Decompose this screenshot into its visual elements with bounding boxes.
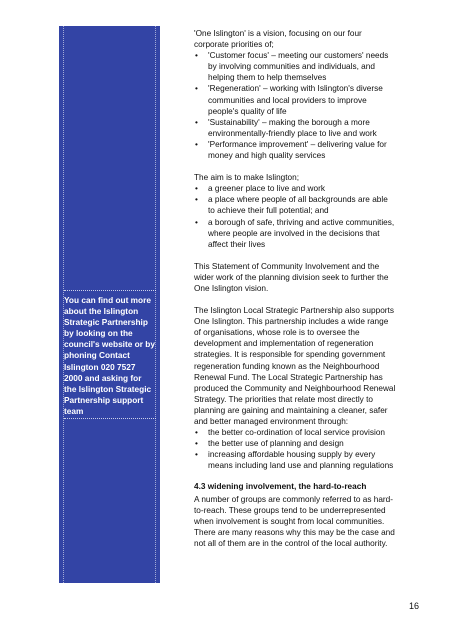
section-line: A number of groups are commonly referred to as hard- [194,494,394,504]
bullet-icon: • [195,117,198,127]
lsp-paragraph [194,305,424,427]
lsp-bullet-item [194,449,424,471]
aim-item-line: a borough of safe, thriving and active communities, [208,217,395,227]
lsp-line: of organisations, whose role is to oversee the [194,328,360,338]
section-paragraph [194,494,424,549]
intro-line: corporate priorities of; [194,40,274,50]
section-line: to-reach. These groups tend to be underrepresented [194,505,386,515]
bullet-icon: • [195,51,198,61]
priority-item-line: 'Performance improvement' – delivering value for [208,139,387,149]
aim-item-line: where people are involved in the decisions that [208,228,380,238]
priority-item-line: money and high quality services [208,151,326,161]
lsp-line: and better managed environment through: [194,417,349,426]
bullet-icon: • [195,450,198,460]
page-number: 16 [409,601,420,611]
lsp-line: development and implementation of regeneration [194,339,374,349]
bullet-icon: • [195,439,198,449]
lsp-line: The Islington Local Strategic Partnership also supports [194,306,394,316]
priority-item-line: 'Regeneration' – working with Islington's diverse [208,84,383,94]
lsp-line: produced the Community and Neighbourhood Renewal [194,383,396,393]
bullet-icon: • [195,195,198,205]
priority-item-line: environmentally-friendly place to live and work [208,128,377,138]
statement-line: This Statement of Community Involvement and the [194,261,380,271]
sidebar-note-line: Strategic Partnership [64,317,148,328]
aim-item [194,217,424,250]
aim-intro [194,172,424,183]
priority-item-line: helping them to help themselves [208,73,327,83]
priority-item [194,139,424,161]
lsp-bullet-item-line: increasing affordable housing supply by every [208,450,376,460]
priority-item-line: people's quality of life [208,106,287,116]
aim-item [194,194,424,216]
section-line: not all of them are in the control of the local authority. [194,538,388,548]
priority-item [194,117,424,139]
statement-line: wider work of the planning division seek to further the [194,272,389,282]
priority-item-line: by involving communities and individuals, and [208,62,375,72]
sidebar-divider-top [64,290,156,291]
aim-item [194,183,424,194]
bullet-icon: • [195,84,198,94]
bullet-icon: • [195,428,198,438]
bullet-icon: • [195,139,198,149]
sidebar-note-line: phoning Contact [64,350,130,361]
section-heading: 4.3 widening involvement, the hard-to-reach [194,482,367,492]
sidebar-note-line: Partnership support [64,394,144,405]
intro-line: 'One Islington' is a vision, focusing on our four [194,29,362,38]
sidebar-note-line: team [64,405,84,416]
priority-item-line: 'Customer focus' – meeting our customers' needs [208,51,389,61]
lsp-line: strategies. It is responsible for spending government [194,350,386,360]
lsp-line: planning are gaining and maintaining a cleaner, safer [194,405,388,415]
lsp-bullet-item [194,427,424,438]
sidebar-note-line: council's website or by [64,339,155,350]
priority-item-line: communities and local providers to improve [208,95,367,105]
lsp-bullet-item-line: the better co-ordination of local service provision [208,428,386,438]
intro-paragraph [194,28,424,50]
statement-paragraph [194,261,424,294]
lsp-line: Renewal Fund. The Local Strategic Partnership has [194,372,383,382]
sidebar-note-line: the Islington Strategic [64,383,152,394]
sidebar-divider-bottom [64,418,156,419]
sidebar-note-line: Islington 020 7527 [64,361,136,372]
aims-list [194,183,424,250]
sidebar-note-line: about the Islington [64,306,139,317]
sidebar-note-line: by looking on the [64,328,133,339]
lsp-bullet-item-line: the better use of planning and design [208,439,344,449]
aim-item-line: a greener place to live and work [208,184,325,194]
priority-item-line: 'Sustainability' – making the borough a more [208,117,370,127]
priority-item [194,50,424,83]
main-content [194,28,424,549]
lsp-line: One Islington. This partnership includes a wide range [194,317,389,327]
section-line: when involvement is sought from local communities. [194,516,385,526]
priority-item [194,83,424,116]
bullet-icon: • [195,217,198,227]
lsp-bullet-item [194,438,424,449]
lsp-line: regeneration funding known as the Neighbourhood [194,361,380,371]
sidebar-note-line: You can find out more [64,295,151,305]
sidebar-note [64,295,160,417]
lsp-bullet-list [194,427,424,471]
aim-item-line: affect their lives [208,239,266,249]
bullet-icon: • [195,184,198,194]
statement-line: One Islington vision. [194,283,269,293]
section-line: There are many reasons why this may be the case and [194,527,395,537]
aim-item-line: to achieve their full potential; and [208,206,329,216]
sidebar-note-line: 2000 and asking for [64,372,142,383]
aim-item-line: a place where people of all backgrounds are able [208,195,388,205]
lsp-bullet-item-line: means including land use and planning regulations [208,461,394,471]
priorities-list [194,50,424,161]
aim-intro-text: The aim is to make Islington; [194,173,300,183]
lsp-line: Strategy. The priorities that relate most directly to [194,394,373,404]
